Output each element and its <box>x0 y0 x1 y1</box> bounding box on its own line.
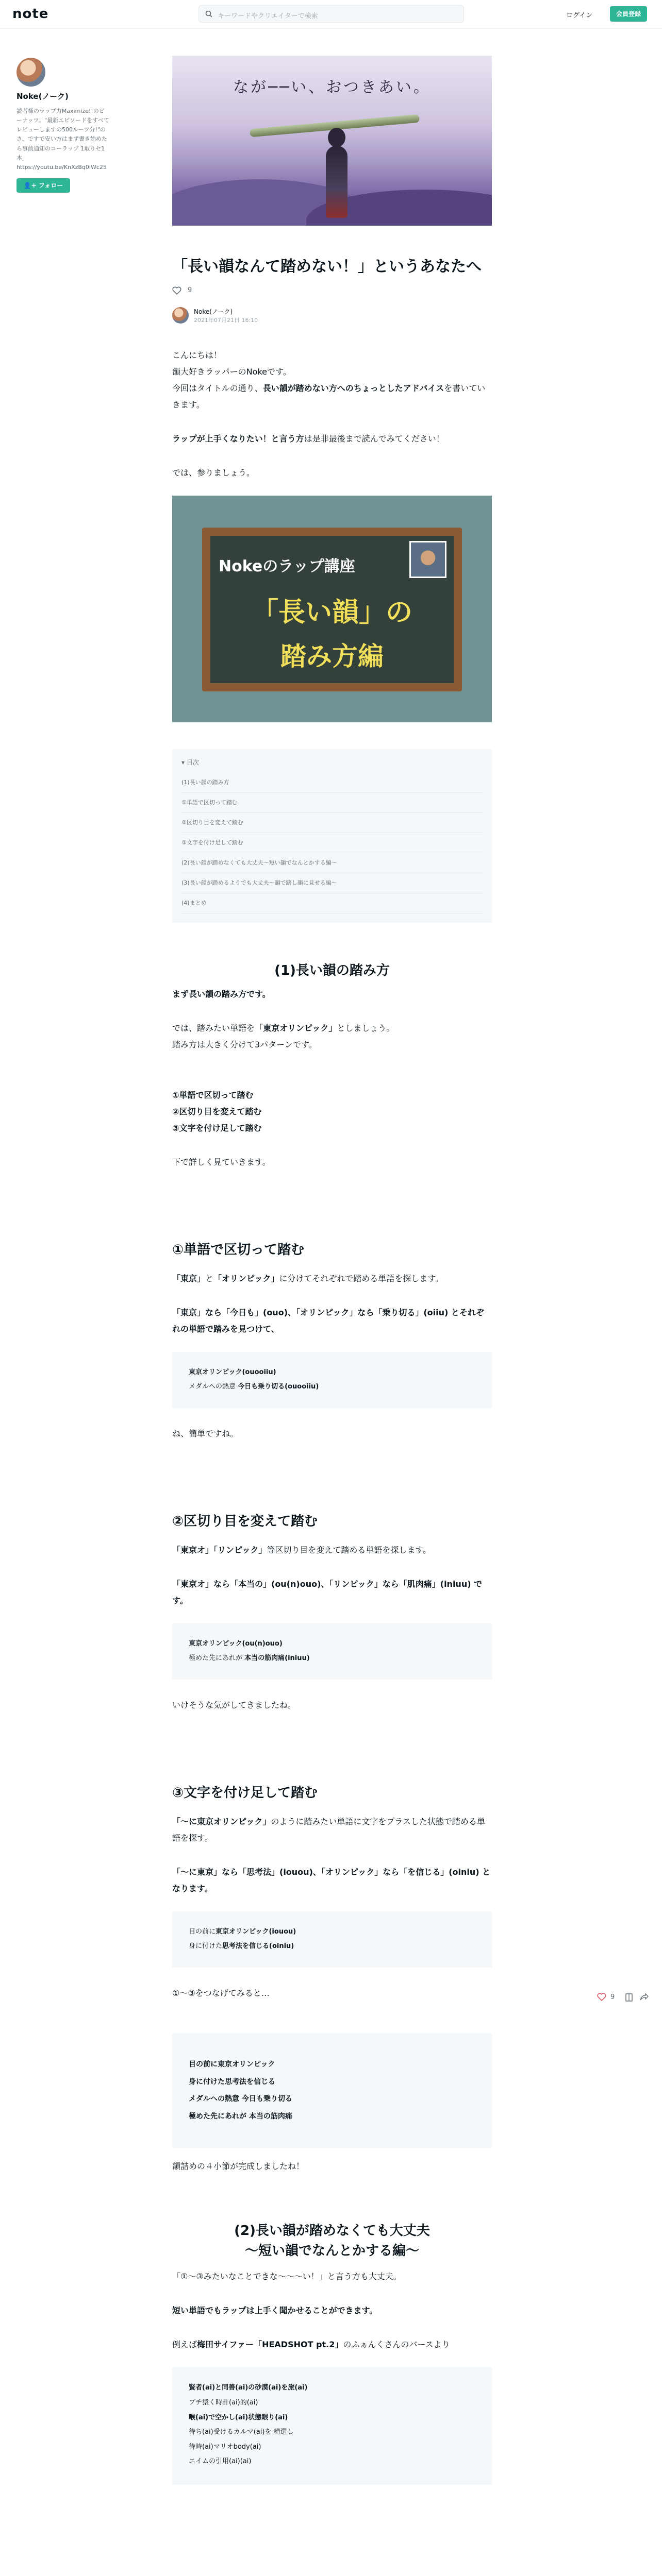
author-row <box>172 306 492 325</box>
avatar[interactable] <box>16 58 45 87</box>
toc-item[interactable]: (4)まとめ <box>181 893 483 913</box>
bold-span: 「〜に東京」なら「思考法」(iouou)、「オリンピック」なら「を信じる」(oiniu) となります。 <box>172 1867 491 1893</box>
pattern-item <box>172 1120 492 1137</box>
hero-person-body <box>326 146 347 218</box>
text-span: のように踏みたい単語に文字をプラスした状態で踏める単語を探す。 <box>172 1816 485 1843</box>
heading-line: 〜短い韻でなんとかする編〜 <box>244 2243 419 2259</box>
text-span: では、踏みたい単語を <box>172 1023 255 1033</box>
publish-date: 2021年07月21日 16:10 <box>194 316 258 324</box>
spacer <box>172 1680 492 1697</box>
bold-span: 東京オリンピック(ouooiiu) <box>189 1368 276 1376</box>
note-logo[interactable]: note <box>12 6 49 22</box>
spacer <box>172 1137 492 1154</box>
floating-actions <box>597 1992 654 2004</box>
toc-item[interactable]: ①単語で区切って踏む <box>181 793 483 813</box>
toc-item[interactable]: (1)長い韻の踏み方 <box>181 773 483 793</box>
section-heading <box>172 2221 492 2261</box>
quote-line: 賢者(ai)と同善(ai)の砂漠(ai)を旅(ai) <box>189 2384 308 2392</box>
article-title: 「長い韻なんて踏めない！」というあなたへ <box>172 258 482 276</box>
bold-span: ②区切り目を変えて踏む <box>172 1106 262 1116</box>
toc-item[interactable]: (2)長い韻が踏めなくても大丈夫〜短い韻でなんとかする編〜 <box>181 853 483 873</box>
signup-button[interactable]: 会員登録 <box>610 6 647 22</box>
intro-line: こんにちは！ <box>172 350 222 360</box>
toc-header[interactable]: ▾ 目次 <box>181 758 199 766</box>
bold-span: メダルへの熱意 今日も乗り切る <box>189 2095 292 2104</box>
search-placeholder: キーワードやクリエイターで検索 <box>218 12 318 20</box>
follow-button[interactable] <box>16 178 70 193</box>
search-input[interactable] <box>198 5 464 23</box>
quote-line: 喉(ai)で空かし(ai)状態眼り(ai) <box>189 2413 288 2421</box>
sec-a-outro: ね、簡単ですね。 <box>172 1428 239 1438</box>
bold-span: ①単語で区切って踏む <box>172 1090 254 1100</box>
sec1-lead <box>172 986 492 1003</box>
like-row <box>172 285 492 297</box>
quote-line <box>189 2091 475 2108</box>
text-span: は是非最後まで読んでみてください！ <box>304 433 444 444</box>
bold-span: 極めた先にあれが 本当の筋肉痛 <box>189 2112 292 2121</box>
toc-item[interactable]: ②区切り目を変えて踏む <box>181 813 483 833</box>
intro-line: 韻大好きラッパーのNokeです。 <box>172 366 291 377</box>
bold-span: 身に付けた思考法を信じる <box>189 2077 275 2086</box>
call-line <box>172 431 492 447</box>
like-count: 9 <box>188 286 192 294</box>
bold-span: 思考法を信じる(oiniu) <box>222 1942 294 1951</box>
board-line-1: Nokeのラップ講座 <box>219 557 355 575</box>
bold-span: 「東京オ」なら「本当の」(ou(n)ouo)、「リンピック」なら「肌肉痛」(iniuu) です。 <box>172 1579 483 1605</box>
spacer <box>172 1846 492 1864</box>
bold-span: 「東京」なら「今日も」(ouo)、「オリンピック」なら「乗り切る」(oiiu) とそれぞれの単語で踏みを見つけて、 <box>172 1307 484 1334</box>
quote-line <box>189 1637 475 1652</box>
lyrics-quote <box>172 2367 492 2485</box>
heart-icon[interactable] <box>172 286 181 295</box>
text-span: 例えば <box>172 2340 197 2350</box>
follow-label: フォロー <box>38 181 63 189</box>
bold-span: 長い韻が踏めない方へのちょっとしたアドバイス <box>262 383 444 393</box>
board-line-3: 踏み方編 <box>280 641 384 671</box>
spacer <box>172 1053 492 1087</box>
bold-span: 梅田サイファー「HEADSHOT pt.2」 <box>197 2340 343 2350</box>
text-span: のふぁんくさんのバースより <box>343 2340 450 2350</box>
section-heading: ③文字を付け足して踏む <box>172 1785 318 1801</box>
text-span: 極めた先にあれが <box>189 1654 243 1663</box>
bold-span: ラップが上手くなりたい！と言う方 <box>172 433 304 444</box>
hero-person-head <box>328 128 345 147</box>
creator-bio: 読者様のラップ力Maximize!!のビーナッツ。"最新エピソードをすべてレビューしますの500ルーツ分!"のさ、ですで安い方はまず書き始めたら事前通知のコーラップ 1取りセ1本」 https://youtu.be/KnXzBq0iWc25 <box>16 108 109 171</box>
letsgo-line: では、参りましょう。 <box>172 467 255 478</box>
sec2-example <box>172 2336 492 2353</box>
spacer <box>172 447 492 465</box>
sec1-outro: 下で詳しく見ていきます。 <box>172 1157 271 1167</box>
quote-line: エイムの引用(ai)(ai) <box>189 2458 252 2466</box>
lesson-board-image <box>172 496 492 722</box>
sec-c-outro: ①〜③をつなげてみると… <box>172 1988 270 1998</box>
quote-line <box>189 1925 475 1940</box>
quote-line <box>189 1939 475 1954</box>
sec-c-line2 <box>172 1864 492 1897</box>
bold-span: まず長い韻の踏み方です。 <box>172 989 271 999</box>
text-span: を書いていきます。 <box>172 383 486 410</box>
sec2-bold <box>172 2302 492 2319</box>
creator-name[interactable]: Noke(ノーク) <box>16 92 69 101</box>
board-line-2: 「長い韻」の <box>251 597 412 628</box>
user-plus-icon: 👤+ <box>23 181 39 189</box>
author-avatar[interactable] <box>172 307 189 324</box>
bold-span: 短い単語でもラップは上手く聞かせることができます。 <box>172 2306 378 2316</box>
bold-span: 「東京」 <box>172 1273 206 1283</box>
bold-span: 東京オリンピック(ou(n)ouo) <box>189 1639 283 1648</box>
sec-a-line1 <box>172 1270 492 1287</box>
text-span: 身に付けた <box>189 1942 223 1951</box>
toc-header-label: 目次 <box>186 758 199 766</box>
sec-c-done: 韻詰めの４小節が完成しましたね！ <box>172 2161 305 2172</box>
sec-a-line2 <box>172 1304 492 1337</box>
search-icon <box>205 10 212 18</box>
quote-line <box>189 2056 475 2074</box>
sec-b-outro: いけそうな気がしてきましたね。 <box>172 1700 296 1710</box>
spacer <box>172 2285 492 2302</box>
bold-span: 本当の筋肉痛(iniuu) <box>244 1654 310 1663</box>
pattern-item <box>172 1104 492 1120</box>
bold-span: 目の前に東京オリンピック <box>189 2060 275 2069</box>
embedded-media-placeholder[interactable] <box>172 2485 492 2576</box>
combined-verse-quote <box>172 2033 492 2148</box>
toc-item[interactable]: (3)長い韻が踏めるようでも大丈夫〜韻で踏し韻に見せる編〜 <box>181 873 483 893</box>
quote-line: 待ち(ai)受けるカルマ(ai)を 精選し <box>189 2428 294 2436</box>
article-column <box>172 56 492 2576</box>
heading-line: (2)長い韻が踏めなくても大丈夫 <box>234 2223 430 2239</box>
section-heading: (1)長い韻の踏み方 <box>274 962 390 978</box>
bold-span: 「オリンピック」 <box>213 1273 279 1283</box>
quote-line <box>189 1651 475 1666</box>
bold-span: 「東京オリンピック」 <box>255 1023 337 1033</box>
table-of-contents <box>172 749 492 923</box>
bold-span: ③文字を付け足して踏む <box>172 1123 262 1133</box>
hero-image <box>172 56 492 226</box>
example-quote <box>172 1911 492 1968</box>
sec-c-line1 <box>172 1814 492 1846</box>
share-icon[interactable] <box>639 1993 649 2001</box>
login-link[interactable]: ログイン <box>566 12 593 20</box>
sec1-example <box>172 1020 492 1037</box>
like-count: 9 <box>610 1993 615 2001</box>
example-quote <box>172 1623 492 1680</box>
pattern-item <box>172 1087 492 1104</box>
sec1-patterns-intro: 踏み方は大きく分けて3パターンです。 <box>172 1039 317 1049</box>
spacer <box>172 1003 492 1020</box>
spacer <box>172 1535 492 1542</box>
text-span: としましょう。 <box>337 1023 395 1033</box>
quote-line <box>189 1380 475 1395</box>
spacer <box>172 2319 492 2336</box>
text-span: メダルへの熱意 <box>189 1383 236 1391</box>
top-header <box>0 0 662 29</box>
text-span: 等区切り目を変えて踏める単語を探します。 <box>267 1545 432 1555</box>
quote-line <box>189 1365 475 1380</box>
board-profile-photo <box>409 541 446 578</box>
quote-line <box>189 2074 475 2091</box>
quote-line: 待時(ai)マリオbody(ai) <box>189 2443 261 2451</box>
bold-span: 「〜に東京オリンピック」 <box>172 1816 271 1826</box>
bold-span: 今日も乗り切る(ouooiiu) <box>238 1383 319 1391</box>
article-body <box>172 347 492 2576</box>
spacer <box>172 2002 492 2019</box>
sec-b-line2 <box>172 1576 492 1609</box>
intro-line <box>172 380 492 413</box>
spacer <box>172 1408 492 1426</box>
text-span: 今回はタイトルの通り、 <box>172 383 263 393</box>
hero-caption: なが──い、おつきあい。 <box>233 78 431 96</box>
spacer <box>172 1558 492 1576</box>
author-name[interactable]: Noke(ノーク) <box>194 308 233 315</box>
bookmark-icon[interactable] <box>625 1993 633 2002</box>
section-heading: ②区切り目を変えて踏む <box>172 1513 318 1529</box>
creator-sidebar <box>16 58 109 193</box>
toc-item[interactable]: ③文字を付け足して踏む <box>181 833 483 853</box>
quote-line <box>189 2108 475 2126</box>
text-span: と <box>205 1273 214 1283</box>
text-span: 目の前に <box>189 1927 216 1936</box>
section-heading: ①単語で区切って踏む <box>172 1242 305 1258</box>
bold-span: 東京オリンピック(iouou) <box>216 1927 296 1936</box>
spacer <box>172 413 492 431</box>
sec-b-line1 <box>172 1542 492 1558</box>
sec2-lead: 「①〜③みたいなことできな〜〜〜い！」と言う方も大丈夫。 <box>172 2272 402 2282</box>
text-span: に分けてそれぞれで踏める単語を探します。 <box>279 1273 444 1283</box>
heart-icon[interactable] <box>597 1993 606 2001</box>
spacer <box>172 1968 492 1985</box>
example-quote <box>172 1352 492 1408</box>
quote-line: プチ猿く時計(ai)的(ai) <box>189 2399 258 2407</box>
spacer <box>172 1287 492 1304</box>
bold-span: 「東京オ」「リンピック」 <box>172 1545 267 1555</box>
